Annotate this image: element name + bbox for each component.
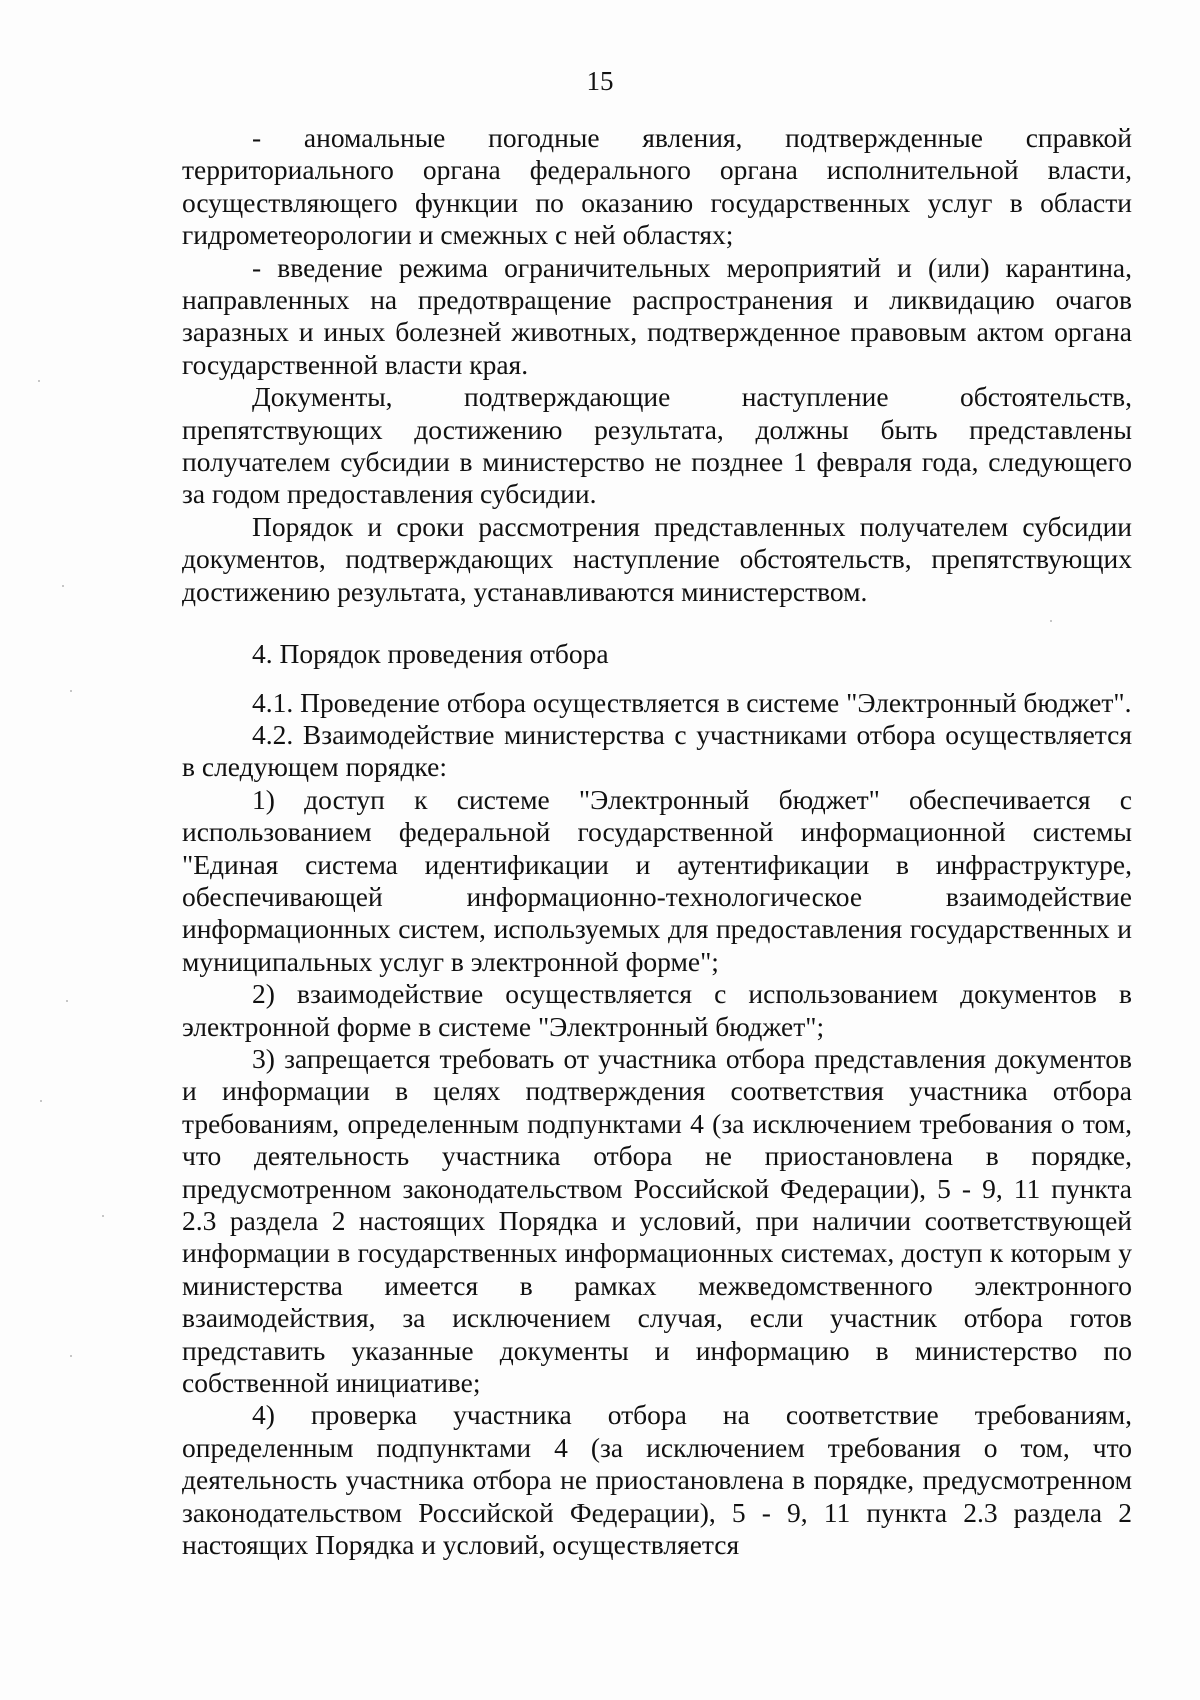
list-item-3: 3) запрещается требовать от участника отбора представления документов и информации в целях подтверждения соответствия участника отбора требованиям, определенным подпунктами 4 (за исключением требования о том, что деятельность участника отбора не приостановлена в порядке, предусмотренном законодательством Российской Федерации), 5 - 9, 11 пункта 2.3 раздела 2 настоящих Порядка и условий, при наличии соответствующей информации в государственных информационных системах, доступ к которым у министерства имеется в рамках межведомственного электронного взаимодействия, за исключением случая, если участник отбора готов представить указанные документы и информацию в министерство по собственной инициативе;	[182, 1042, 1132, 1399]
paragraph-abnormal-weather: - аномальные погодные явления, подтвержденные справкой территориального органа федерального органа исполнительной власти, осуществляющего функции по оказанию государственных услуг в области гидрометеорологии и смежных с ней областях;	[182, 122, 1132, 251]
section-heading: 4. Порядок проведения отбора	[252, 638, 609, 670]
list-item-2: 2) взаимодействие осуществляется с использованием документов в электронной форме в системе "Электронный бюджет";	[182, 978, 1132, 1042]
paragraph-review-procedure: Порядок и сроки рассмотрения представленных получателем субсидии документов, подтверждающих наступление обстоятельств, препятствующих достижению результата, устанавливаются министерством.	[182, 510, 1132, 607]
scan-speck	[70, 690, 72, 692]
paragraph-quarantine-measures: - введение режима ограничительных мероприятий и (или) карантина, направленных на предотвращение распространения и ликвидацию очагов заразных и иных болезней животных, подтвержденное правовым актом органа государственной власти края.	[182, 251, 1132, 380]
scan-speck	[38, 380, 40, 382]
list-item-4: 4) проверка участника отбора на соответствие требованиям, определенным подпунктами 4 (за исключением требования о том, что деятельность участника отбора не приостановлена в порядке, предусмотренном законодательством Российской Федерации), 5 - 9, 11 пункта 2.3 раздела 2 настоящих Порядка и условий, осуществляется	[182, 1399, 1132, 1561]
list-item-1: 1) доступ к системе "Электронный бюджет" обеспечивается с использованием федеральной государственной информационной системы "Единая система идентификации и аутентификации в инфраструктуре, обеспечивающей информационно-технологическое взаимодействие информационных систем, используемых для предоставления государственных и муниципальных услуг в электронной форме";	[182, 783, 1132, 977]
document-body	[182, 122, 1132, 1561]
scan-speck	[66, 1000, 68, 1002]
paragraph-supporting-documents: Документы, подтверждающие наступление обстоятельств, препятствующих достижению результата, должны быть представлены получателем субсидии в министерство не позднее 1 февраля года, следующего за годом предоставления субсидии.	[182, 381, 1132, 510]
clause-4-1: 4.1. Проведение отбора осуществляется в системе "Электронный бюджет".	[252, 686, 1132, 718]
scan-speck	[1050, 620, 1052, 622]
clause-4-2: 4.2. Взаимодействие министерства с участниками отбора осуществляется в следующем порядке:	[182, 718, 1132, 783]
scan-speck	[62, 585, 64, 587]
page-number: 15	[586, 66, 614, 96]
scan-speck	[102, 1215, 104, 1217]
scan-speck	[40, 1100, 42, 1102]
scan-speck	[70, 1355, 72, 1357]
